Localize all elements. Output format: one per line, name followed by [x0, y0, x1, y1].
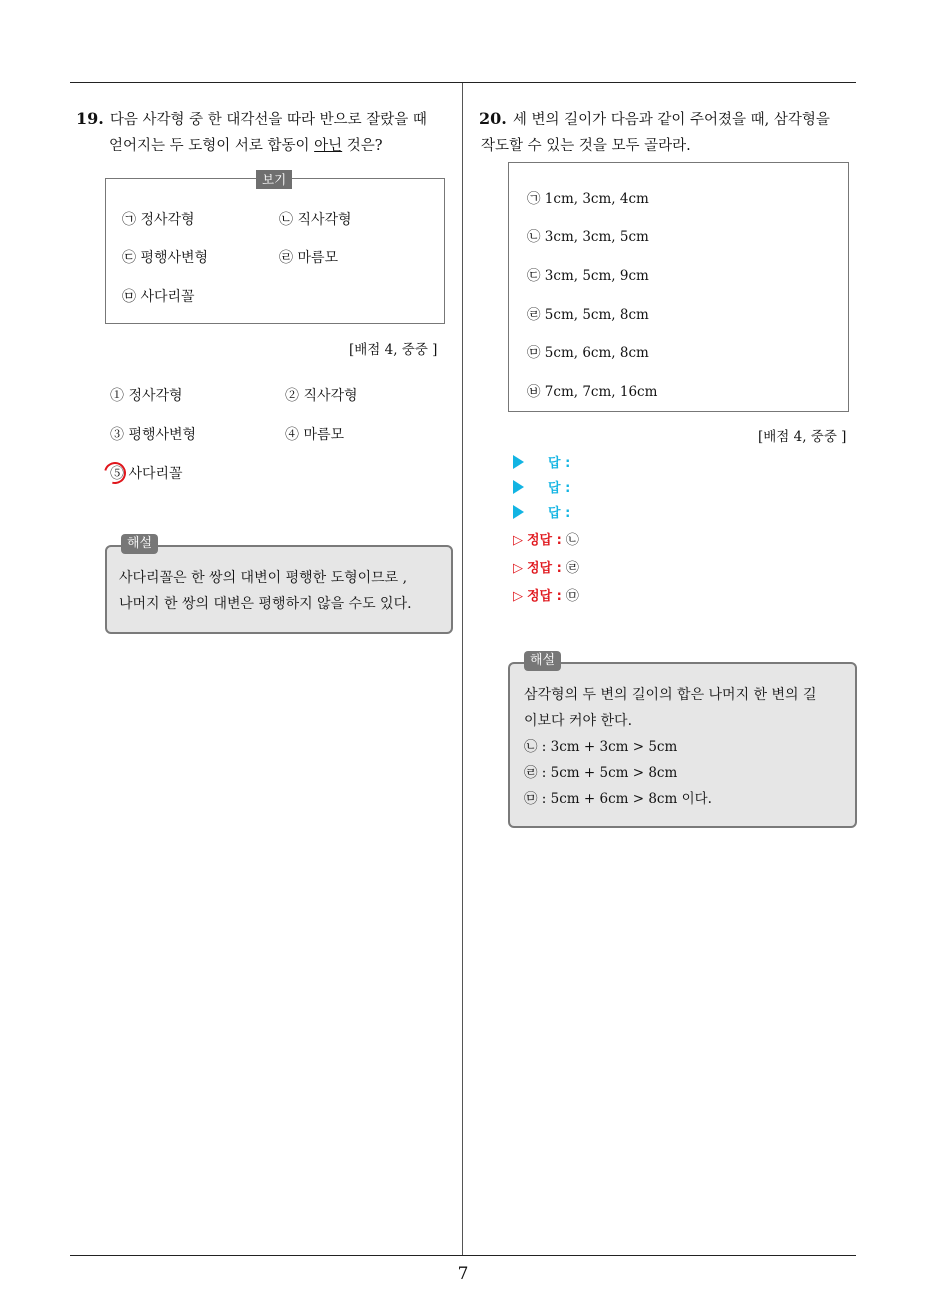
- correct-label: 정답 :: [527, 533, 562, 548]
- answer-label: 답 :: [548, 456, 571, 471]
- q20-solution-box: [508, 653, 857, 828]
- answer-row: [513, 480, 570, 498]
- q19-choice-2[interactable]: ② 직사각형: [285, 388, 358, 404]
- q20-solution-line: ㉣ : 5cm + 5cm > 8cm: [524, 765, 678, 781]
- correct-label: 정답 :: [527, 589, 562, 604]
- q20-option: ㉠ 1cm, 3cm, 4cm: [527, 191, 649, 207]
- q19-line2-pre: 얻어지는 두 도형이 서로 합동이: [109, 138, 315, 154]
- q20-options-box: [508, 162, 849, 412]
- outline-arrow-icon: ▷: [513, 533, 523, 548]
- correct-value: ㉡: [565, 533, 579, 548]
- top-rule: [70, 82, 856, 83]
- q20-solution-line: 삼각형의 두 변의 길이의 합은 나머지 한 변의 길: [524, 687, 817, 703]
- q19-underlined-word: 아닌: [314, 138, 343, 154]
- q19-line1: 다음 사각형 중 한 대각선을 따라 반으로 잘랐을 때: [109, 112, 427, 128]
- q19-choice-1[interactable]: ① 정사각형: [110, 388, 183, 404]
- bogi-item: ㉢ 평행사변형: [122, 250, 209, 266]
- answer-label: 답 :: [548, 506, 571, 521]
- q19-line2-post: 것은?: [342, 138, 383, 154]
- q20-score: [배점 4, 중중 ]: [758, 429, 847, 445]
- q20-solution-line: ㉡ : 3cm + 3cm > 5cm: [524, 739, 678, 755]
- q20-number: 20.: [479, 109, 507, 128]
- q20-option: ㉥ 7cm, 7cm, 16cm: [527, 384, 658, 400]
- correct-label: 정답 :: [527, 561, 562, 576]
- correct-value: ㉣: [565, 561, 579, 576]
- correct-value: ㉤: [565, 589, 579, 604]
- answer-row: [513, 505, 570, 523]
- q20-option: ㉤ 5cm, 6cm, 8cm: [527, 345, 649, 361]
- bogi-item: ㉣ 마름모: [279, 250, 339, 266]
- q20-solution-line: ㉤ : 5cm + 6cm > 8cm 이다.: [524, 791, 712, 807]
- q20-option: ㉢ 3cm, 5cm, 9cm: [527, 268, 649, 284]
- q20-solution-line: 이보다 커야 한다.: [524, 713, 633, 729]
- bottom-rule: [70, 1255, 856, 1256]
- q19-choice-3[interactable]: ③ 평행사변형: [110, 427, 197, 443]
- bogi-item: ㉠ 정사각형: [122, 212, 195, 228]
- play-arrow-icon: [513, 480, 524, 494]
- q20-line1: 세 변의 길이가 다음과 같이 주어졌을 때, 삼각형을: [512, 112, 830, 128]
- play-arrow-icon: [513, 505, 524, 519]
- answer-row: [513, 455, 570, 473]
- q19-choice-5[interactable]: ⑤ 사다리꼴: [110, 466, 183, 482]
- q19-solution-box: [105, 536, 453, 634]
- q19-solution-line: 나머지 한 쌍의 대변은 평행하지 않을 수도 있다.: [119, 596, 412, 612]
- q19-score: [배점 4, 중중 ]: [349, 342, 438, 358]
- q20-option: ㉣ 5cm, 5cm, 8cm: [527, 307, 649, 323]
- outline-arrow-icon: ▷: [513, 561, 523, 576]
- page-number: 7: [457, 1264, 469, 1284]
- q19-choice-4[interactable]: ④ 마름모: [285, 427, 345, 443]
- answer-label: 답 :: [548, 481, 571, 496]
- q20-solution-tag: 해설: [524, 651, 561, 671]
- bogi-item: ㉡ 직사각형: [279, 212, 352, 228]
- bogi-item: ㉤ 사다리꼴: [122, 289, 195, 305]
- column-divider: [462, 83, 463, 1255]
- outline-arrow-icon: ▷: [513, 589, 523, 604]
- q19-solution-line: 사다리꼴은 한 쌍의 대변이 평행한 도형이므로 ,: [119, 570, 408, 586]
- q20-option: ㉡ 3cm, 3cm, 5cm: [527, 229, 649, 245]
- q19-solution-tag: 해설: [121, 534, 158, 554]
- q19-stem: [76, 106, 427, 159]
- q20-stem: [479, 106, 830, 159]
- correct-answer-row: [513, 560, 579, 578]
- q20-line2: 작도할 수 있는 것을 모두 골라라.: [481, 138, 691, 154]
- bogi-title: 보기: [256, 170, 292, 189]
- q19-number: 19.: [76, 109, 104, 128]
- correct-answer-row: [513, 532, 579, 550]
- correct-answer-row: [513, 588, 579, 606]
- q19-bogi-box: [105, 172, 445, 324]
- play-arrow-icon: [513, 455, 524, 469]
